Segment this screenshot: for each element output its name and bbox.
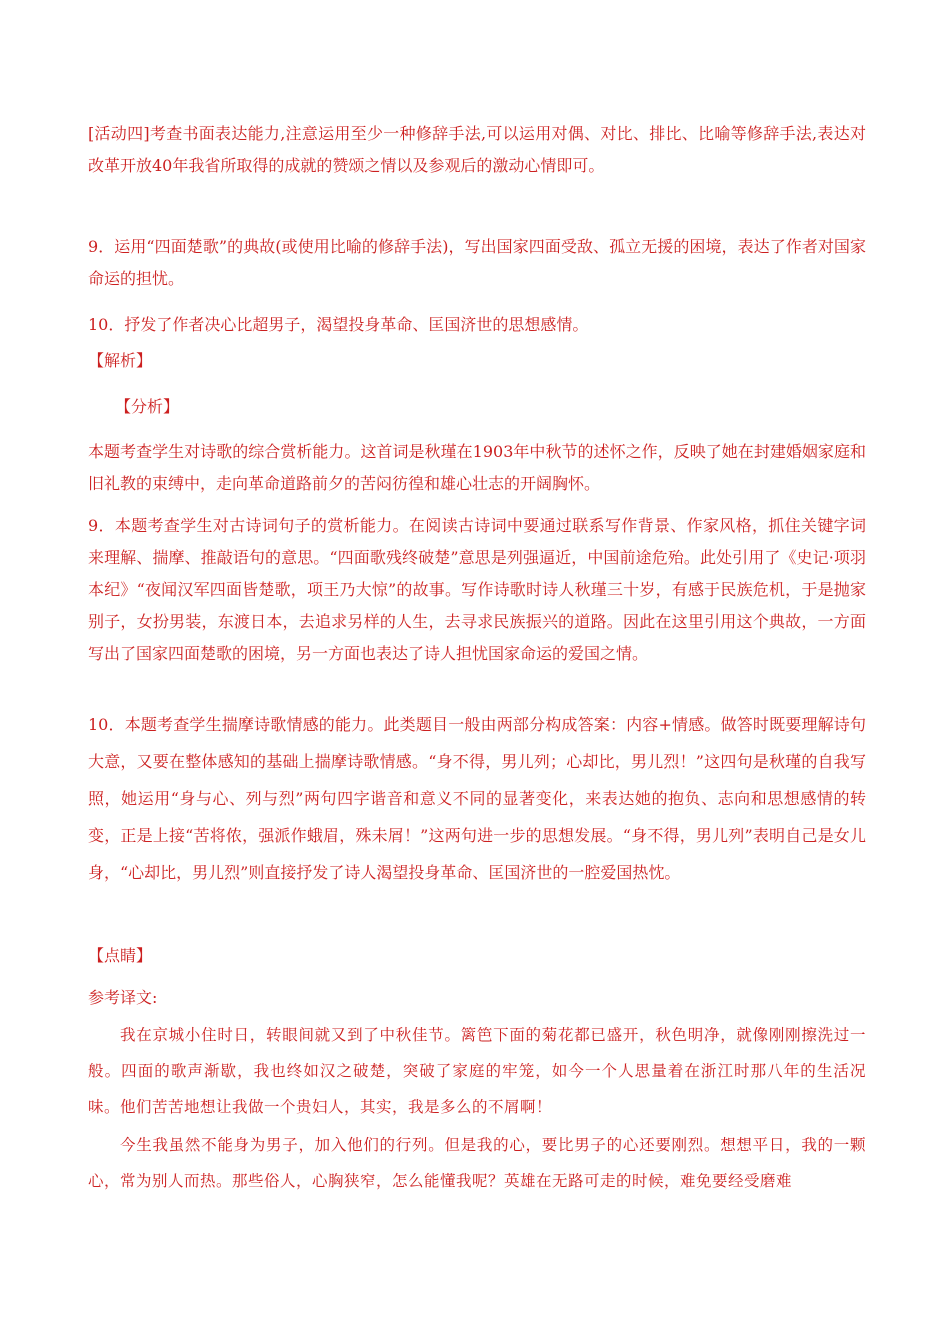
analysis-q10: 10．本题考查学生揣摩诗歌情感的能力。此类题目一般由两部分构成答案：内容+情感。做答时既要理解诗句大意，又要在整体感知的基础上揣摩诗歌情感。“身不得，男儿列；心却比，男儿烈！”这四句是秋瑾的自我写照，她运用“身与心、列与烈”两句四字谐音和意义不同的显著变化，来表达她的抱负、志向和思想感情的转变，正是上接“苦将侬，强派作蛾眉，殊未屑！”这两句进一步的思想发展。“身不得，男儿列”表明自己是女儿身，“心却比，男儿烈”则直接抒发了诗人渴望投身革命、匡国济世的一腔爱国热忱。 [88, 715, 866, 882]
activity4-paragraph: [活动四]考查书面表达能力,注意运用至少一种修辞手法,可以运用对偶、对比、排比、比喻等修辞手法,表达对改革开放40年我省所取得的成就的赞颂之情以及参观后的激动心情即可。 [88, 124, 866, 175]
fenxi-heading: 【分析】 [115, 397, 180, 416]
analysis-q9: 9．本题考查学生对古诗词句子的赏析能力。在阅读古诗词中要通过联系写作背景、作家风格，抓住关键字词来理解、揣摩、推敲语句的意思。“四面歌残终破楚”意思是列强逼近，中国前途危殆。此处引用了《史记·项羽本纪》“夜闻汉军四面皆楚歌，项王乃大惊”的故事。写作诗歌时诗人秋瑾三十岁，有感于民族危机，于是抛家别子，女扮男装，东渡日本，去追求另样的人生，去寻求民族振兴的道路。因此在这里引用这个典故，一方面写出了国家四面楚歌的困境，另一方面也表达了诗人担忧国家命运的爱国之情。 [88, 516, 866, 663]
translation-paragraph-2: 今生我虽然不能身为男子，加入他们的行列。但是我的心，要比男子的心还要刚烈。想想平日，我的一颗心，常为别人而热。那些俗人，心胸狭窄，怎么能懂我呢？英雄在无路可走的时候，难免要经受磨难 [88, 1136, 866, 1190]
translation-paragraph-1: 我在京城小住时日，转眼间就又到了中秋佳节。篱笆下面的菊花都已盛开，秋色明净，就像刚刚擦洗过一般。四面的歌声渐歇，我也终如汉之破楚，突破了家庭的牢笼，如今一个人思量着在浙江时那八年的生活况味。他们苦苦地想让我做一个贵妇人，其实，我是多么的不屑啊！ [88, 1026, 866, 1116]
translation-label: 参考译文: [88, 988, 158, 1007]
jiexi-heading: 【解析】 [88, 351, 153, 370]
answer-q10: 10．抒发了作者决心比超男子，渴望投身革命、匡国济世的思想感情。 [88, 315, 589, 334]
dianjing-heading: 【点睛】 [88, 946, 153, 965]
answer-q9: 9．运用“四面楚歌”的典故(或使用比喻的修辞手法)，写出国家四面受敌、孤立无援的困境，表达了作者对国家命运的担忧。 [88, 237, 866, 288]
analysis-intro: 本题考查学生对诗歌的综合赏析能力。这首词是秋瑾在1903年中秋节的述怀之作，反映了她在封建婚姻家庭和旧礼教的束缚中，走向革命道路前夕的苦闷彷徨和雄心壮志的开阔胸怀。 [88, 442, 866, 493]
